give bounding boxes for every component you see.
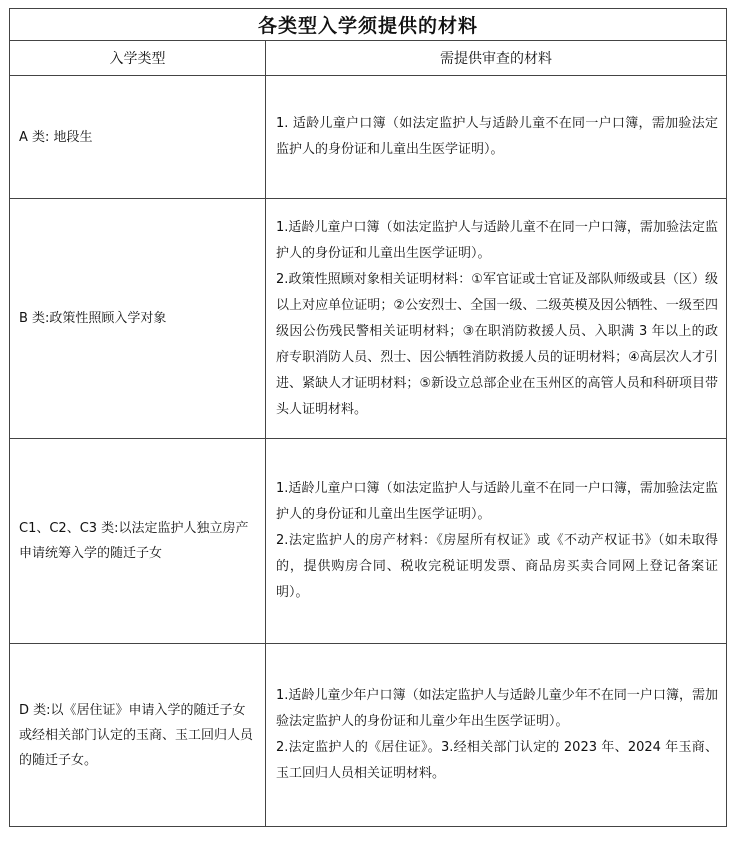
material-item: 1. 适龄儿童户口簿（如法定监护人与适龄儿童不在同一户口簿，需加验法定监护人的身份证和儿童出生医学证明）。 bbox=[276, 116, 719, 157]
header-required-materials: 需提供审查的材料 bbox=[266, 41, 727, 76]
header-row bbox=[10, 41, 727, 76]
material-item: 2.法定监护人的房产材料：《房屋所有权证》或《不动产权证书》（如未取得的，提供购房合同、税收完税证明发票、商品房买卖合同网上登记备案证明）。 bbox=[276, 533, 719, 600]
category-cell: A 类: 地段生 bbox=[10, 76, 266, 199]
header-admission-type: 入学类型 bbox=[10, 41, 266, 76]
table-row-a bbox=[10, 76, 727, 199]
material-item: 2.法定监护人的《居住证》。3.经相关部门认定的 2023 年、2024 年玉商、玉工回归人员相关证明材料。 bbox=[276, 740, 719, 781]
material-item: 1.适龄儿童户口簿（如法定监护人与适龄儿童不在同一户口簿，需加验法定监护人的身份证和儿童出生医学证明）。 bbox=[276, 481, 719, 522]
table-row-d bbox=[10, 644, 727, 827]
document bbox=[9, 8, 726, 827]
table-title: 各类型入学须提供的材料 bbox=[10, 9, 727, 41]
category-cell: C1、C2、C3 类:以法定监护人独立房产申请统筹入学的随迁子女 bbox=[10, 439, 266, 644]
title-row bbox=[10, 9, 727, 41]
materials-cell bbox=[266, 76, 727, 199]
category-cell: B 类:政策性照顾入学对象 bbox=[10, 199, 266, 439]
table-row-c bbox=[10, 439, 727, 644]
material-item: 1.适龄儿童户口簿（如法定监护人与适龄儿童不在同一户口簿，需加验法定监护人的身份证和儿童出生医学证明）。 bbox=[276, 219, 719, 261]
category-cell: D 类:以《居住证》申请入学的随迁子女或经相关部门认定的玉商、玉工回归人员的随迁子女。 bbox=[10, 644, 266, 827]
materials-cell bbox=[266, 439, 727, 644]
table-row-b bbox=[10, 199, 727, 439]
material-item: 2.政策性照顾对象相关证明材料：①军官证或士官证及部队师级或县（区）级以上对应单位证明；②公安烈士、全国一级、二级英模及因公牺牲、一级至四级因公伤残民警相关证明材料；③在职消防救援人员、入职满 3 年以上的政府专职消防人员、烈士、因公牺牲消防救援人员的证明材料；④高层次人才引进、紧缺人才证明材料；⑤新设立总部企业在玉州区的高管人员和科研项目带头人证明材料。 bbox=[276, 271, 719, 417]
materials-cell bbox=[266, 644, 727, 827]
material-item: 1.适龄儿童少年户口簿（如法定监护人与适龄儿童少年不在同一户口簿，需加验法定监护人的身份证和儿童少年出生医学证明）。 bbox=[276, 688, 719, 729]
materials-table bbox=[9, 8, 727, 827]
materials-cell bbox=[266, 199, 727, 439]
